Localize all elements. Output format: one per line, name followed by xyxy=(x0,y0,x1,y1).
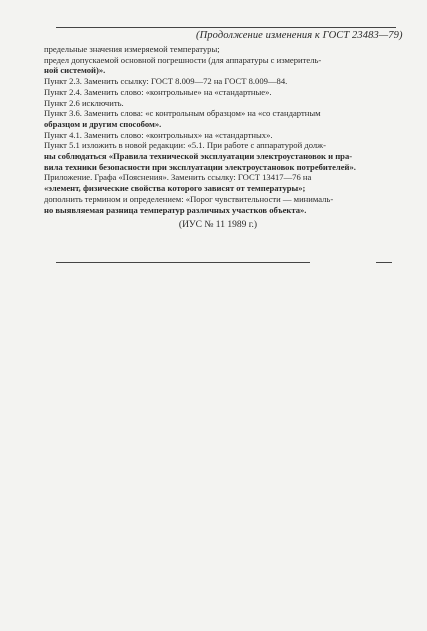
bottom-rule-short xyxy=(376,262,392,263)
text-line: Пункт 2.4. Заменить слово: «контрольные» на «стандартные». xyxy=(44,86,272,97)
text-line: предельные значения измеряемой температуры; xyxy=(44,44,220,54)
text-line: вила техники безопасности при эксплуатации электроустановок потребителей». xyxy=(44,161,356,172)
continuation-header: (Продолжение изменения к ГОСТ 23483—79) xyxy=(196,30,403,41)
text-line: Пункт 2.3. Заменить ссылку: ГОСТ 8.009—72 на ГОСТ 8.009—84. xyxy=(44,76,288,87)
text-line: ной системой)». xyxy=(44,65,106,76)
text-line: «элемент, физические свойства которого зависят от температуры»; xyxy=(44,183,306,194)
top-rule xyxy=(56,27,396,28)
text-line: но выявляемая разница температур различных участков объекта». xyxy=(44,204,307,215)
text-line: ны соблюдаться «Правила технической эксплуатации электроустановок и пра- xyxy=(44,151,353,162)
document-body xyxy=(44,44,392,231)
publication-reference: (ИУС № 11 1989 г.) xyxy=(178,220,258,231)
text-line: Пункт 2.6 исключить. xyxy=(44,97,124,108)
text-line: Приложение. Графа «Пояснения». Заменить ссылку: ГОСТ 13417—76 на xyxy=(44,172,312,183)
text-line: Пункт 3.6. Заменить слова: «с контрольным образцом» на «со стандартным xyxy=(44,108,321,119)
text-line: образцом и другим способом». xyxy=(44,118,162,129)
text-line: Пункт 4.1. Заменить слово: «контрольных» на «стандартных». xyxy=(44,129,273,140)
text-line: предел допускаемой основной погрешности (для аппаратуры с измеритель- xyxy=(44,54,322,65)
text-line: Пункт 5.1 изложить в новой редакции: «5.1. При работе с аппаратурой долж- xyxy=(44,140,326,151)
text-line: дополнить термином и определением: «Порог чувствительности — минималь- xyxy=(44,193,334,204)
bottom-rule xyxy=(56,262,310,263)
